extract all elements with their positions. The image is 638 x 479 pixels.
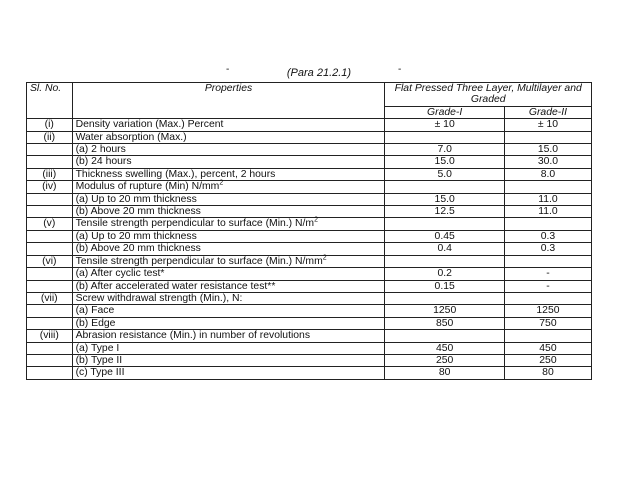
sl-no-cell (27, 193, 73, 205)
sl-no-cell-text: (vii) (40, 292, 58, 304)
table-row (27, 280, 592, 292)
property-cell-text: Screw withdrawal strength (Min.), N: (75, 292, 243, 304)
table-row (27, 156, 592, 168)
grade-1-cell (385, 354, 504, 366)
grade-1-cell-text: ± 10 (434, 119, 455, 131)
grade-2-cell (504, 367, 591, 379)
sl-no-cell-text: (iv) (42, 181, 57, 193)
unit-superscript: 2 (219, 179, 224, 187)
table-row (27, 255, 592, 267)
sl-no-cell (27, 119, 73, 131)
grade-1-cell (385, 230, 504, 242)
grade-1-cell (385, 218, 504, 230)
property-cell-text: (b) Above 20 mm thickness (75, 206, 201, 218)
sl-no-cell (27, 354, 73, 366)
grade-2-cell (504, 218, 591, 230)
grade-2-cell-text: ± 10 (537, 119, 559, 131)
grade-2-cell (504, 317, 591, 329)
grade-2-cell (504, 268, 591, 280)
unit-superscript: 2 (322, 254, 327, 262)
grade-2-cell-text: 80 (542, 367, 554, 379)
grade-1-cell (385, 206, 504, 218)
table-row (27, 119, 592, 131)
grade-1-cell-text: 5.0 (437, 168, 452, 180)
grade-2-cell-text: 8.0 (540, 168, 556, 180)
grade-1-cell-text: 12.5 (434, 206, 455, 218)
grade-1-cell-text: 15.0 (434, 193, 455, 205)
grade-2-cell (504, 168, 591, 180)
sl-no-cell-text: (vi) (42, 255, 57, 267)
grade-1-cell (385, 280, 504, 292)
grade-2-cell-text: 30.0 (537, 156, 559, 168)
grade-1-cell-text: 0.2 (437, 268, 452, 280)
grade-1-cell-text: 850 (436, 317, 454, 329)
sl-no-cell (27, 131, 73, 143)
grade-1-cell (385, 168, 504, 180)
property-cell (72, 317, 385, 329)
grade-2-cell-text: - (546, 268, 550, 280)
table-row (27, 292, 592, 304)
table-row (27, 230, 592, 242)
property-cell (72, 305, 385, 317)
scan-mark: - (226, 64, 230, 75)
grade-1-cell (385, 156, 504, 168)
property-cell-text: Density variation (Max.) Percent (75, 119, 224, 131)
table-row (27, 342, 592, 354)
sl-no-cell (27, 280, 73, 292)
property-cell-text: Modulus of rupture (Min) N/mm (75, 181, 220, 193)
table-row (27, 367, 592, 379)
grade-1-cell (385, 255, 504, 267)
property-cell-text: (a) 2 hours (75, 144, 126, 156)
unit-superscript: 2 (314, 217, 318, 224)
grade-1-cell (385, 193, 504, 205)
grade-2-cell (504, 119, 591, 131)
grade-2-cell (504, 131, 591, 143)
sl-no-cell-text: (ii) (43, 131, 56, 143)
sl-no-cell (27, 367, 73, 379)
grade-1-cell (385, 119, 504, 131)
grade-2-cell-text: 11.0 (538, 193, 558, 205)
sl-no-cell (27, 342, 73, 354)
sl-no-cell (27, 218, 73, 230)
property-cell-text: Tensile strength perpendicular to surface (Min.) N/mm (75, 255, 323, 267)
table-row (27, 354, 592, 366)
grade-1-cell (385, 305, 504, 317)
grade-2-cell-text: 11.0 (538, 206, 558, 218)
grade-1-cell (385, 181, 504, 193)
sl-no-cell (27, 292, 73, 304)
grade-2-cell-text: 0.3 (540, 243, 556, 255)
sl-no-cell (27, 181, 73, 193)
property-cell (72, 144, 385, 156)
property-cell (72, 181, 385, 193)
grade-2-cell-text: 15.0 (537, 144, 559, 156)
property-cell-text: (a) Type I (75, 342, 120, 354)
grade-1-cell (385, 131, 504, 143)
grade-2-cell (504, 330, 591, 342)
sl-no-cell-text: (iii) (42, 168, 57, 180)
sl-no-cell (27, 268, 73, 280)
property-cell (72, 268, 385, 280)
property-cell (72, 342, 385, 354)
sl-no-cell (27, 317, 73, 329)
sl-no-cell (27, 255, 73, 267)
grade-1-cell-text: 80 (438, 367, 451, 379)
property-cell-text: (b) Above 20 mm thickness (75, 243, 201, 255)
grade-2-cell-text: 450 (539, 342, 557, 354)
property-cell-text: (a) Up to 20 mm thickness (75, 193, 197, 205)
property-cell (72, 230, 385, 242)
sl-no-cell (27, 305, 73, 317)
scan-mark: - (398, 64, 402, 75)
header-sl-no: Sl. No. (27, 83, 73, 119)
property-cell (72, 131, 385, 143)
grade-1-cell (385, 342, 504, 354)
property-cell-text: (b) After accelerated water resistance test** (75, 280, 276, 292)
property-cell-text: Thickness swelling (Max.), percent, 2 hours (75, 168, 276, 180)
table-row (27, 181, 592, 193)
grade-1-cell (385, 268, 504, 280)
property-cell-text: (a) Up to 20 mm thickness (75, 230, 197, 242)
property-cell (72, 255, 385, 267)
property-cell (72, 367, 385, 379)
grade-1-cell-text: 15.0 (434, 156, 455, 168)
grade-2-cell (504, 206, 591, 218)
grade-2-cell (504, 255, 591, 267)
sl-no-cell (27, 156, 73, 168)
header-properties: Properties (72, 83, 385, 119)
grade-2-cell-text: 1250 (536, 305, 560, 317)
property-cell (72, 156, 385, 168)
grade-2-cell (504, 292, 591, 304)
grade-1-cell-text: 0.45 (434, 230, 455, 242)
sl-no-cell (27, 144, 73, 156)
sl-no-cell (27, 206, 73, 218)
property-cell (72, 330, 385, 342)
grade-1-cell-text: 250 (436, 354, 454, 366)
property-cell-text: (a) Face (75, 305, 115, 317)
grade-1-cell-text: 1250 (433, 305, 457, 317)
table-row (27, 243, 592, 255)
sl-no-cell-text: (i) (44, 119, 54, 131)
grade-2-cell (504, 280, 591, 292)
property-cell-text: Water absorption (Max.) (75, 131, 187, 143)
grade-1-cell (385, 292, 504, 304)
grade-1-cell (385, 317, 504, 329)
grade-1-cell (385, 243, 504, 255)
grade-2-cell (504, 305, 591, 317)
property-cell-text: (b) Edge (75, 317, 116, 329)
property-cell-text: (c) Type III (75, 367, 125, 379)
grade-1-cell-text: 7.0 (437, 144, 452, 156)
property-cell-text: (a) After cyclic test* (75, 268, 165, 280)
sl-no-cell-text: (viii) (39, 330, 59, 342)
property-cell (72, 119, 385, 131)
grade-2-cell (504, 144, 591, 156)
sl-no-cell (27, 243, 73, 255)
properties-table (26, 82, 592, 380)
grade-1-cell-text: 0.15 (434, 280, 455, 292)
header-row (27, 83, 592, 107)
property-cell (72, 243, 385, 255)
grade-2-cell (504, 230, 591, 242)
table-row (27, 144, 592, 156)
property-cell (72, 168, 385, 180)
grade-2-cell-text: 250 (539, 354, 557, 366)
header-grade-2: Grade-II (504, 106, 591, 118)
property-cell-text: Abrasion resistance (Min.) in number of revolutions (75, 330, 311, 342)
property-cell (72, 292, 385, 304)
property-cell-text: (b) Type II (75, 354, 123, 366)
grade-2-cell (504, 243, 591, 255)
property-cell (72, 193, 385, 205)
property-cell (72, 218, 385, 230)
table-caption: (Para 21.2.1) (286, 67, 352, 79)
table-row (27, 330, 592, 342)
grade-1-cell (385, 367, 504, 379)
table-row (27, 305, 592, 317)
property-cell-text: (b) 24 hours (75, 156, 132, 168)
grade-1-cell (385, 330, 504, 342)
sl-no-cell (27, 168, 73, 180)
sl-no-cell (27, 330, 73, 342)
grade-1-cell (385, 144, 504, 156)
table-row (27, 168, 592, 180)
property-cell (72, 280, 385, 292)
grade-2-cell-text: 0.3 (540, 230, 556, 242)
property-cell-text: Tensile strength perpendicular to surface (Min.) N/m (75, 218, 315, 230)
grade-1-cell-text: 450 (436, 342, 454, 354)
header-grade-1: Grade-I (385, 106, 504, 118)
grade-2-cell-text: - (546, 280, 550, 292)
header-board-type: Flat Pressed Three Layer, Multilayer and Graded (385, 83, 592, 107)
sl-no-cell-text: (v) (43, 218, 56, 230)
table-row (27, 218, 592, 230)
grade-2-cell (504, 342, 591, 354)
property-cell (72, 354, 385, 366)
grade-2-cell (504, 193, 591, 205)
table-body (27, 119, 592, 380)
table-row (27, 131, 592, 143)
property-cell (72, 206, 385, 218)
table-row (27, 268, 592, 280)
table-row (27, 206, 592, 218)
grade-1-cell-text: 0.4 (437, 243, 452, 255)
grade-2-cell (504, 354, 591, 366)
table-row (27, 193, 592, 205)
grade-2-cell (504, 156, 591, 168)
grade-2-cell (504, 181, 591, 193)
table-row (27, 317, 592, 329)
grade-2-cell-text: 750 (539, 317, 557, 329)
sl-no-cell (27, 230, 73, 242)
